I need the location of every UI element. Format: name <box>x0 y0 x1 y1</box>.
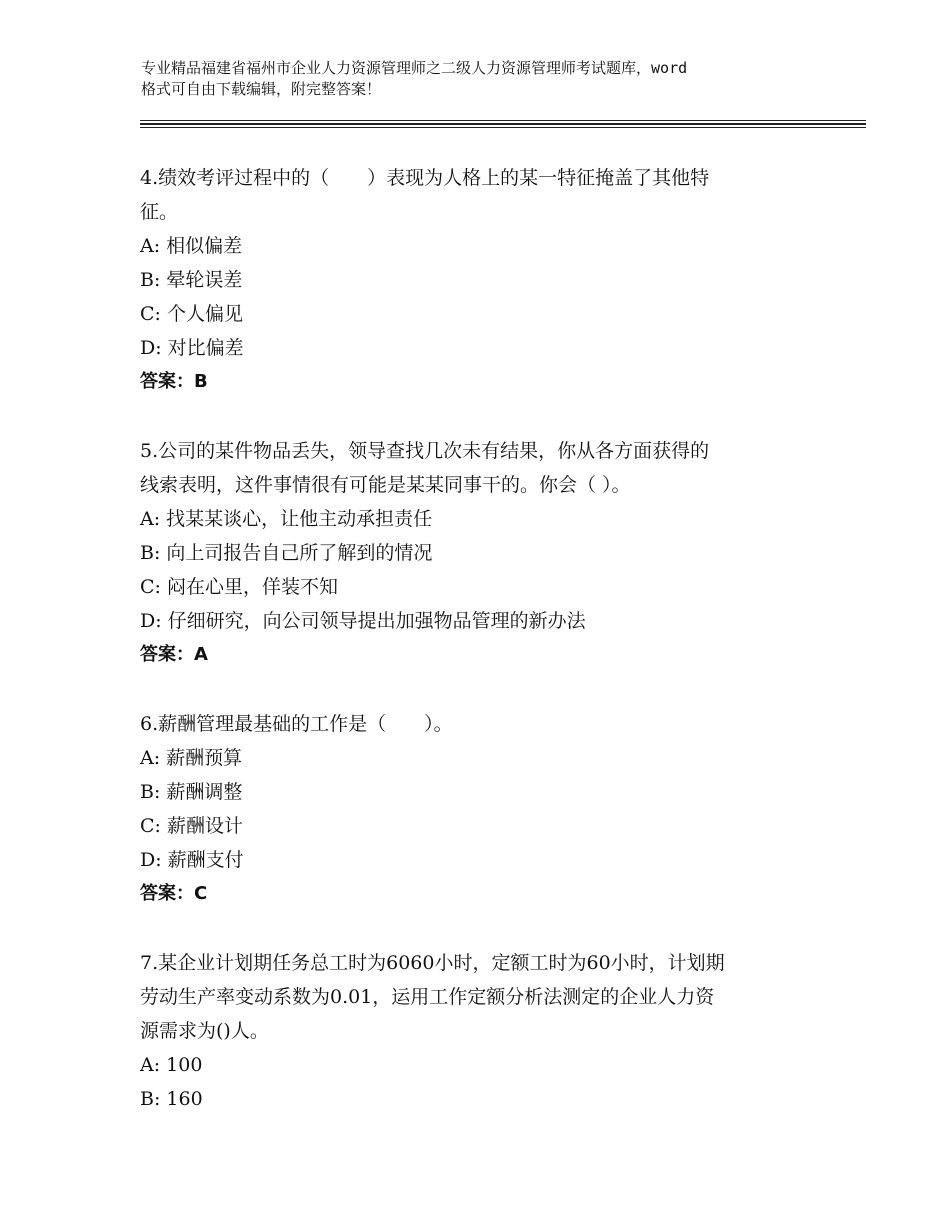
option-d: D: 对比偏差 <box>140 337 244 359</box>
option-d: D: 仔细研究，向公司领导提出加强物品管理的新办法 <box>140 610 586 632</box>
option-d: D: 薪酬支付 <box>140 849 244 871</box>
header-title-line-2: 格式可自由下载编辑，附完整答案！ <box>141 80 382 98</box>
question-stem-line: 线索表明，这件事情很有可能是某某同事干的。你会（ ）。 <box>140 474 631 496</box>
question-stem-line: 4.绩效考评过程中的（ ）表现为人格上的某一特征掩盖了其他特 <box>140 167 710 189</box>
option-a: A: 100 <box>140 1054 203 1076</box>
question-6 <box>140 707 820 911</box>
header-divider-top <box>140 120 866 121</box>
option-b: B: 160 <box>140 1088 203 1110</box>
answer: 答案：B <box>140 371 208 392</box>
question-stem-line: 6.薪酬管理最基础的工作是（ ）。 <box>140 713 453 735</box>
header-title-line-1: 专业精品福建省福州市企业人力资源管理师之二级人力资源管理师考试题库，word <box>141 59 688 77</box>
question-stem-line: 7.某企业计划期任务总工时为6060小时，定额工时为60小时，计划期 <box>140 952 725 974</box>
answer: 答案：A <box>140 644 208 665</box>
document-header <box>141 58 841 100</box>
question-7 <box>140 946 820 1116</box>
question-5 <box>140 434 820 672</box>
option-c: C: 闷在心里，佯装不知 <box>140 576 338 598</box>
option-b: B: 晕轮误差 <box>140 269 243 291</box>
question-stem-line: 征。 <box>140 201 179 223</box>
question-4 <box>140 161 820 399</box>
header-divider-middle <box>140 123 866 125</box>
option-a: A: 薪酬预算 <box>140 747 243 769</box>
question-stem-line: 劳动生产率变动系数为0.01，运用工作定额分析法测定的企业人力资 <box>140 986 715 1008</box>
option-c: C: 薪酬设计 <box>140 815 243 837</box>
option-a: A: 相似偏差 <box>140 235 243 257</box>
option-c: C: 个人偏见 <box>140 303 243 325</box>
option-a: A: 找某某谈心，让他主动承担责任 <box>140 508 433 530</box>
question-stem-line: 5.公司的某件物品丢失，领导查找几次未有结果，你从各方面获得的 <box>140 440 710 462</box>
answer: 答案：C <box>140 883 208 904</box>
option-b: B: 薪酬调整 <box>140 781 243 803</box>
header-divider-bottom <box>140 127 866 128</box>
option-b: B: 向上司报告自己所了解到的情况 <box>140 542 433 564</box>
question-stem-line: 源需求为()人。 <box>140 1020 269 1042</box>
